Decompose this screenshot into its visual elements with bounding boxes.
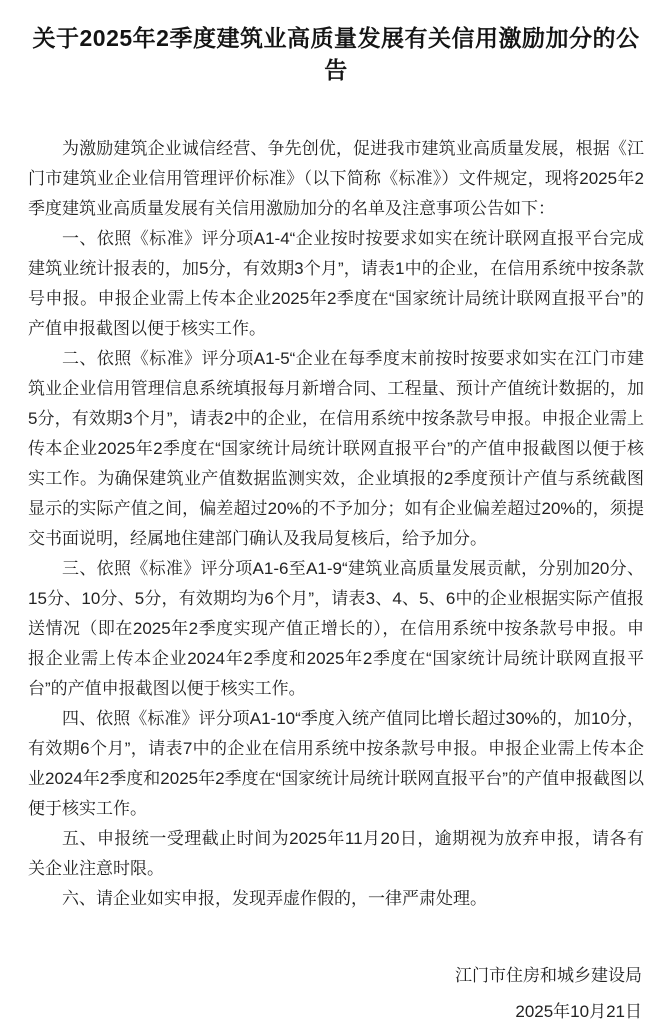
paragraph-intro: 为激励建筑企业诚信经营、争先创优，促进我市建筑业高质量发展，根据《江门市建筑业企业信用管理评价标准》（以下简称《标准》）文件规定，现将2025年2季度建筑业高质量发展有关信用激励加分的名单及注意事项公告如下： xyxy=(28,139,644,218)
signature-block xyxy=(28,958,644,1030)
paragraph-item-5: 五、申报统一受理截止时间为2025年11月20日，逾期视为放弃申报，请各有关企业注意时限。 xyxy=(28,829,644,878)
issue-date: 2025年10月21日 xyxy=(515,1002,642,1021)
paragraph-item-6: 六、请企业如实申报，发现弄虚作假的，一律严肃处理。 xyxy=(62,889,487,908)
paragraph-item-1: 一、依照《标准》评分项A1-4“企业按时按要求如实在统计联网直报平台完成建筑业统计报表的，加5分，有效期3个月”，请表1中的企业，在信用系统中按条款号申报。申报企业需上传本企业2025年2季度在“国家统计局统计联网直报平台”的产值申报截图以便于核实工作。 xyxy=(28,229,644,338)
paragraph-item-3: 三、依照《标准》评分项A1-6至A1-9“建筑业高质量发展贡献，分别加20分、15分、10分、5分，有效期均为6个月”，请表3、4、5、6中的企业根据实际产值报送情况（即在2025年2季度实现产值正增长的），在信用系统中按条款号申报。申报企业需上传本企业2024年2季度和2025年2季度在“国家统计局统计联网直报平台”的产值申报截图以便于核实工作。 xyxy=(28,559,644,698)
paragraph-item-4: 四、依照《标准》评分项A1-10“季度入统产值同比增长超过30%的，加10分，有效期6个月”，请表7中的企业在信用系统中按条款号申报。申报企业需上传本企业2024年2季度和2025年2季度在“国家统计局统计联网直报平台”的产值申报截图以便于核实工作。 xyxy=(28,709,644,818)
page-title: 关于2025年2季度建筑业高质量发展有关信用激励加分的公告 xyxy=(32,25,640,83)
document-body xyxy=(28,134,644,914)
paragraph-item-2: 二、依照《标准》评分项A1-5“企业在每季度末前按时按要求如实在江门市建筑业企业信用管理信息系统填报每月新增合同、工程量、预计产值统计数据的，加5分，有效期3个月”，请表2中的企业，在信用系统中按条款号申报。申报企业需上传本企业2025年2季度在“国家统计局统计联网直报平台”的产值申报截图以便于核实工作。为确保建筑业产值数据监测实效，企业填报的2季度预计产值与系统截图显示的实际产值之间，偏差超过20%的不予加分；如有企业偏差超过20%的，须提交书面说明，经属地住建部门确认及我局复核后，给予加分。 xyxy=(28,349,644,548)
issuing-authority: 江门市住房和城乡建设局 xyxy=(455,966,642,985)
